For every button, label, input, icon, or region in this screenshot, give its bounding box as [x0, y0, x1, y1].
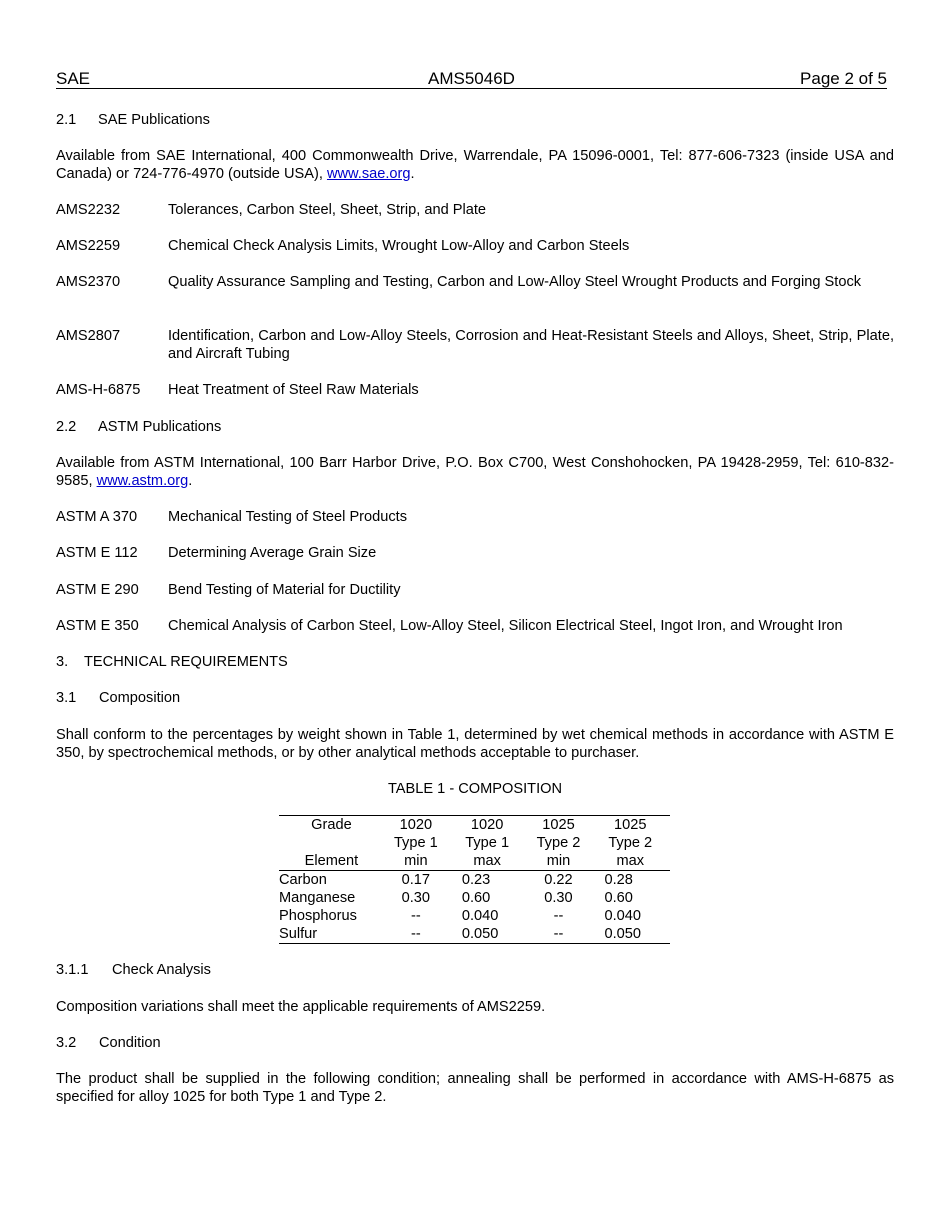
table-row: [279, 889, 670, 907]
table-header-row: [279, 834, 670, 852]
table-1-caption: TABLE 1 - COMPOSITION: [387, 781, 563, 797]
value-cell: 0.040: [604, 908, 641, 924]
composition-paragraph: Shall conform to the percentages by weight shown in Table 1, determined by wet chemical methods in accordance with ASTM E 350, by spectrochemical methods, or by other analytical methods acceptable to purchaser.: [56, 727, 894, 761]
astm-website-link[interactable]: www.astm.org: [96, 473, 189, 489]
header-org: SAE: [56, 69, 91, 88]
section-3-2-title: Condition: [99, 1035, 161, 1051]
limit-header: min: [526, 852, 590, 871]
reference-title: Identification, Carbon and Low-Alloy Steels, Corrosion and Heat-Resistant Steels and Alloys, Sheet, Strip, Plate, and Aircraft Tubing: [168, 328, 894, 362]
reference-code: AMS2232: [56, 202, 121, 218]
section-3-number: 3.: [56, 654, 69, 670]
header-page-number: Page 2 of 5: [800, 69, 887, 88]
section-2-2-title: ASTM Publications: [98, 419, 222, 435]
limit-header: max: [448, 852, 527, 871]
grade-header: 1025: [590, 816, 670, 835]
value-cell: 0.28: [604, 872, 633, 888]
element-name: Sulfur: [279, 925, 384, 944]
value-cell: 0.040: [461, 908, 499, 924]
section-3-1-1-number: 3.1.1: [56, 962, 89, 978]
reference-code: ASTM E 350: [56, 618, 139, 634]
grade-header: 1020: [448, 816, 527, 835]
reference-code: ASTM E 290: [56, 582, 139, 598]
sae-availability-end: .: [410, 166, 415, 182]
reference-code: ASTM A 370: [56, 509, 138, 525]
section-3-1-number: 3.1: [56, 690, 77, 706]
reference-title: Bend Testing of Material for Ductility: [168, 582, 401, 598]
reference-title: Tolerances, Carbon Steel, Sheet, Strip, and Plate: [168, 202, 487, 218]
reference-code: ASTM E 112: [56, 545, 138, 561]
element-name: Manganese: [279, 890, 356, 906]
limit-header: min: [384, 852, 448, 871]
value-cell: --: [553, 908, 564, 924]
astm-availability-paragraph: [56, 454, 894, 490]
reference-code: AMS2370: [56, 274, 121, 290]
section-3-1-title: Composition: [99, 690, 181, 706]
reference-title: Chemical Check Analysis Limits, Wrought Low-Alloy and Carbon Steels: [168, 238, 630, 254]
element-name: Carbon: [279, 872, 327, 888]
value-cell: 0.17: [401, 872, 431, 888]
table-header-row: [279, 852, 670, 871]
value-cell: 0.23: [461, 872, 491, 888]
section-3-1-1-title: Check Analysis: [112, 962, 211, 978]
section-3-title: TECHNICAL REQUIREMENTS: [84, 654, 288, 670]
type-header: Type 2: [536, 835, 581, 851]
header-doc-number: AMS5046D: [428, 69, 515, 88]
reference-code: AMS-H-6875: [56, 382, 141, 398]
composition-table: [279, 815, 670, 944]
value-cell: 0.30: [544, 890, 573, 906]
reference-code: AMS2259: [56, 238, 121, 254]
type-header: Type 1: [465, 835, 510, 851]
sae-availability-paragraph: [56, 147, 894, 183]
reference-title: Determining Average Grain Size: [168, 545, 377, 561]
section-2-1-number: 2.1: [56, 112, 77, 128]
value-cell: 0.050: [590, 925, 670, 944]
table-row: [279, 871, 670, 890]
type-header: Type 2: [608, 835, 653, 851]
table-row: [279, 907, 670, 925]
section-2-2-number: 2.2: [56, 419, 77, 435]
section-3-2-number: 3.2: [56, 1035, 77, 1051]
sae-website-link[interactable]: www.sae.org: [326, 166, 411, 182]
grade-header: 1025: [526, 816, 590, 835]
value-cell: --: [526, 925, 590, 944]
sae-availability-text: Available from SAE International, 400 Commonwealth Drive, Warrendale, PA 15096-0001, Tel: 877-606-7323 (inside USA and Canada) or 724-776-4970 (outside USA),: [56, 148, 894, 182]
table-row: [279, 925, 670, 944]
limit-header: max: [590, 852, 670, 871]
astm-availability-text: Available from ASTM International, 100 Barr Harbor Drive, P.O. Box C700, West Conshohocken, PA 19428-2959, Tel: 610-832-9585,: [56, 455, 894, 489]
reference-code: AMS2807: [56, 328, 121, 344]
value-cell: 0.60: [604, 890, 633, 906]
element-label: Element: [279, 852, 384, 871]
check-analysis-paragraph: Composition variations shall meet the applicable requirements of AMS2259.: [56, 999, 546, 1015]
table-header-row: [279, 816, 670, 835]
type-header: Type 1: [393, 835, 438, 851]
astm-availability-end: .: [188, 473, 193, 489]
reference-title: Chemical Analysis of Carbon Steel, Low-Alloy Steel, Silicon Electrical Steel, Ingot Iron, and Wrought Iron: [168, 618, 843, 634]
grade-header: 1020: [384, 816, 448, 835]
value-cell: 0.30: [401, 890, 431, 906]
value-cell: 0.050: [448, 925, 527, 944]
grade-label: Grade: [279, 816, 384, 835]
condition-paragraph: The product shall be supplied in the following condition; annealing shall be performed in accordance with AMS-H-6875 as specified for alloy 1025 for both Type 1 and Type 2.: [56, 1071, 894, 1105]
reference-title: Mechanical Testing of Steel Products: [168, 509, 408, 525]
value-cell: 0.60: [461, 890, 491, 906]
value-cell: --: [384, 925, 448, 944]
section-2-1-title: SAE Publications: [98, 112, 210, 128]
reference-title: Heat Treatment of Steel Raw Materials: [168, 382, 419, 398]
page-header: [56, 69, 887, 89]
reference-title: Quality Assurance Sampling and Testing, Carbon and Low-Alloy Steel Wrought Products and Forging Stock: [168, 274, 862, 290]
element-name: Phosphorus: [279, 908, 357, 924]
value-cell: --: [410, 908, 421, 924]
value-cell: 0.22: [544, 872, 573, 888]
